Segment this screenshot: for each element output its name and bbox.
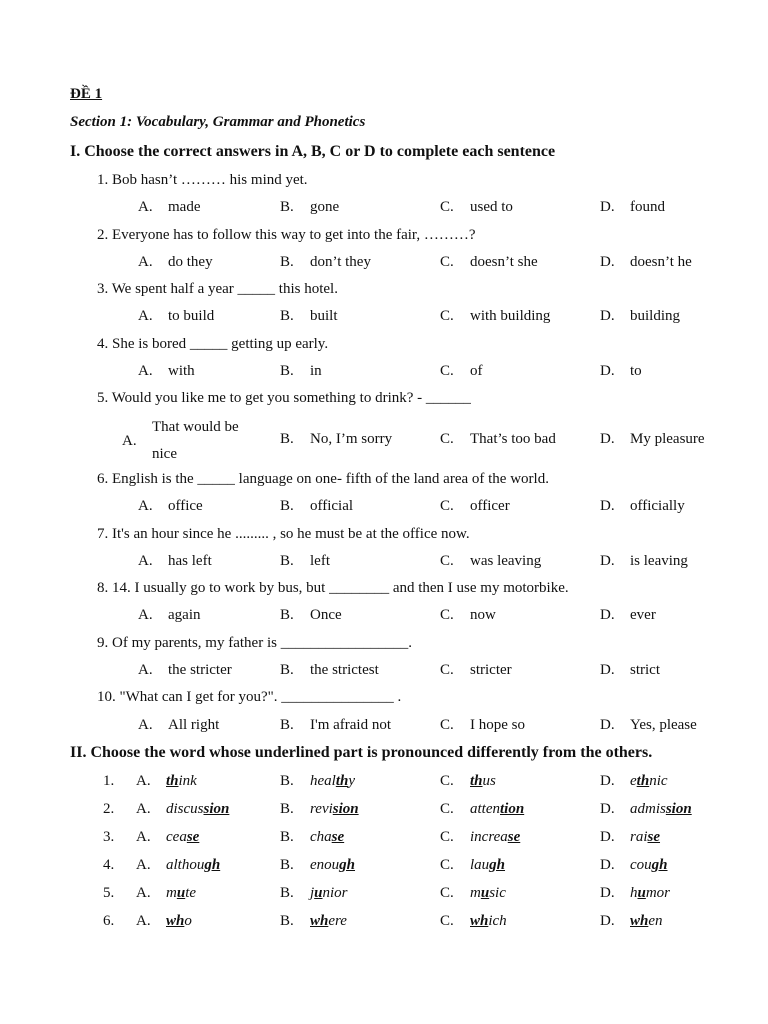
option-text: All right (168, 717, 220, 733)
underlined-part: wh (630, 913, 649, 929)
option-letter[interactable]: B. (280, 773, 294, 789)
underlined-part: se (186, 829, 200, 845)
option-letter: D. (600, 607, 615, 623)
word-part: atten (470, 801, 500, 817)
word-c[interactable] (470, 801, 524, 818)
word-b[interactable] (310, 801, 359, 818)
option-a[interactable] (138, 199, 200, 216)
question-text: 2. Everyone has to follow this way to get into the fair, ………? (97, 227, 476, 243)
question-text: 4. She is bored _____ getting up early. (97, 336, 329, 352)
option-text: Once (310, 607, 342, 623)
question-text: 1. Bob hasn’t ……… his mind yet. (97, 172, 308, 188)
option-letter: D. (600, 363, 615, 379)
option-text: do they (168, 254, 213, 270)
option-letter: C. (440, 199, 454, 215)
option-b[interactable] (280, 363, 322, 380)
underlined-part: se (647, 829, 661, 845)
word-d[interactable] (630, 885, 670, 902)
option-text: found (630, 199, 665, 215)
option-text: strict (630, 662, 660, 678)
word-a[interactable] (166, 913, 192, 930)
option-letter: D. (600, 717, 615, 733)
word-d[interactable] (630, 857, 668, 874)
option-text: is leaving (630, 553, 688, 569)
question-text: 6. English is the _____ language on one- fifth of the land area of the world. (97, 471, 549, 487)
option-text: made (168, 199, 201, 215)
underlined-part: th (335, 773, 349, 789)
underlined-part: gh (651, 857, 668, 873)
option-letter[interactable]: C. (440, 801, 454, 817)
option-letter: B. (280, 254, 294, 270)
word-a[interactable] (166, 829, 199, 846)
word-c[interactable] (470, 885, 506, 902)
word-c[interactable] (470, 913, 507, 930)
option-text: of (470, 363, 483, 379)
option-d[interactable] (600, 662, 660, 679)
option-c[interactable] (440, 199, 513, 216)
word-part: o (184, 913, 192, 929)
word-c[interactable] (470, 857, 505, 874)
underlined-part: u (314, 885, 323, 901)
option-b[interactable] (280, 308, 338, 325)
underlined-part: th (166, 773, 179, 789)
word-part: ink (178, 773, 197, 789)
underlined-part: wh (310, 913, 329, 929)
option-text: in (310, 363, 322, 379)
word-b[interactable] (310, 857, 355, 874)
option-letter: D. (600, 662, 615, 678)
word-part: revi (310, 801, 333, 817)
option-letter: A. (138, 363, 153, 379)
option-text: with building (470, 308, 551, 324)
word-d[interactable] (630, 773, 668, 790)
word-a[interactable] (166, 801, 229, 818)
option-letter: D. (600, 431, 615, 447)
option-text: was leaving (470, 553, 542, 569)
option-b[interactable] (280, 607, 342, 624)
option-d[interactable] (600, 553, 688, 570)
option-letter[interactable]: C. (440, 857, 454, 873)
word-part: mor (645, 885, 671, 901)
option-letter[interactable]: D. (600, 801, 615, 817)
option-letter: A. (138, 662, 153, 678)
option-text: the strictest (310, 662, 379, 678)
option-c[interactable] (440, 431, 556, 448)
word-part: admis (630, 801, 666, 817)
option-letter: C. (440, 717, 454, 733)
part1-heading: I. Choose the correct answers in A, B, C or D to complete each sentence (70, 143, 556, 160)
option-b[interactable] (280, 254, 371, 271)
row-number: 2. (103, 801, 115, 817)
option-letter: B. (280, 498, 294, 514)
option-text: to build (168, 308, 215, 324)
option-text: stricter (470, 662, 512, 678)
question-text: 7. It's an hour since he ......... , so he must be at the office now. (97, 526, 470, 542)
option-letter: D. (600, 199, 615, 215)
question-text: 3. We spent half a year _____ this hotel. (97, 281, 338, 297)
word-part: lau (470, 857, 490, 873)
option-letter[interactable]: A. (136, 913, 151, 929)
option-letter: B. (280, 363, 294, 379)
option-text: I'm afraid not (310, 717, 392, 733)
option-letter: B. (280, 308, 294, 324)
option-a[interactable] (138, 308, 214, 325)
option-d[interactable] (600, 431, 705, 448)
option-text: with (168, 363, 195, 379)
option-letter: A. (138, 498, 153, 514)
option-letter[interactable]: B. (280, 801, 294, 817)
option-text: ever (630, 607, 656, 623)
underlined-part: se (507, 829, 521, 845)
option-text: That would be nice (152, 419, 239, 462)
option-letter: C. (440, 308, 454, 324)
option-b[interactable] (280, 498, 353, 515)
option-letter[interactable]: A. (136, 857, 151, 873)
option-letter[interactable]: D. (600, 773, 615, 789)
option-letter[interactable]: D. (600, 857, 615, 873)
option-c[interactable] (440, 717, 525, 734)
word-part: discus (166, 801, 204, 817)
word-part: y (348, 773, 356, 789)
option-letter[interactable]: D. (600, 829, 615, 845)
option-letter[interactable]: C. (440, 773, 454, 789)
option-letter[interactable]: A. (136, 885, 151, 901)
underlined-part: th (470, 773, 483, 789)
option-d[interactable] (600, 717, 697, 734)
option-letter: B. (280, 607, 294, 623)
option-text: I hope so (470, 717, 525, 733)
option-c[interactable] (440, 498, 510, 515)
option-letter: C. (440, 498, 454, 514)
word-b[interactable] (310, 829, 344, 846)
option-c[interactable] (440, 553, 541, 570)
part2-heading: II. Choose the word whose underlined part is pronounced differently from the others. (70, 744, 653, 761)
option-letter[interactable]: B. (280, 857, 294, 873)
option-b[interactable] (280, 662, 379, 679)
word-part: enou (310, 857, 340, 873)
option-text: Yes, please (630, 717, 697, 733)
option-a[interactable] (138, 553, 212, 570)
option-letter: C. (440, 254, 454, 270)
option-c[interactable] (440, 662, 512, 679)
word-part: m (166, 885, 177, 901)
word-d[interactable] (630, 913, 663, 930)
word-part: sic (489, 885, 506, 901)
word-part: us (482, 773, 496, 789)
option-letter: D. (600, 498, 615, 514)
underlined-part: u (637, 885, 646, 901)
option-a[interactable] (138, 717, 219, 734)
row-number: 3. (103, 829, 115, 845)
word-d[interactable] (630, 829, 660, 846)
option-letter: C. (440, 607, 454, 623)
option-letter: A. (138, 308, 153, 324)
option-d[interactable] (600, 363, 642, 380)
option-b[interactable] (280, 431, 392, 448)
word-part: m (470, 885, 481, 901)
underlined-part: gh (204, 857, 221, 873)
option-text: No, I’m sorry (310, 431, 393, 447)
option-letter: A. (122, 432, 137, 449)
word-d[interactable] (630, 801, 692, 818)
word-part: althou (166, 857, 205, 873)
option-a[interactable] (138, 662, 232, 679)
word-part: rai (630, 829, 648, 845)
underlined-part: wh (470, 913, 489, 929)
option-text: used to (470, 199, 513, 215)
word-c[interactable] (470, 773, 496, 790)
option-letter: C. (440, 363, 454, 379)
word-b[interactable] (310, 913, 347, 930)
word-part: ere (328, 913, 347, 929)
option-text: My pleasure (630, 431, 705, 447)
underlined-part: gh (489, 857, 506, 873)
word-part: ich (488, 913, 507, 929)
underlined-part: se (331, 829, 345, 845)
option-letter: A. (138, 607, 153, 623)
option-text: doesn’t he (630, 254, 692, 270)
word-a[interactable] (166, 773, 197, 790)
word-b[interactable] (310, 885, 348, 902)
word-c[interactable] (470, 829, 520, 846)
word-part: nic (649, 773, 668, 789)
underlined-part: tion (500, 801, 525, 817)
option-letter: A. (138, 199, 153, 215)
question-text: 10. "What can I get for you?". _______________ . (97, 689, 402, 705)
option-b[interactable] (280, 199, 339, 216)
option-letter: B. (280, 662, 294, 678)
section-title: Section 1: Vocabulary, Grammar and Phonetics (70, 114, 366, 130)
option-letter: D. (600, 254, 615, 270)
option-letter[interactable]: C. (440, 829, 454, 845)
option-text: the stricter (168, 662, 232, 678)
option-text: left (310, 553, 330, 569)
option-letter: A. (138, 553, 153, 569)
option-c[interactable] (440, 254, 538, 271)
option-letter: C. (440, 553, 454, 569)
option-a[interactable] (138, 254, 213, 271)
option-letter: A. (138, 717, 153, 733)
word-part: nior (322, 885, 348, 901)
option-text: doesn’t she (470, 254, 538, 270)
option-letter[interactable]: D. (600, 913, 615, 929)
word-part: en (648, 913, 663, 929)
word-part: increa (470, 829, 508, 845)
option-a[interactable] (122, 414, 262, 468)
option-letter: B. (280, 199, 294, 215)
row-number: 4. (103, 857, 115, 873)
option-text: gone (310, 199, 340, 215)
option-letter: A. (138, 254, 153, 270)
option-a[interactable] (138, 363, 195, 380)
question-text: 5. Would you like me to get you something to drink? - ______ (97, 390, 471, 406)
option-letter: D. (600, 308, 615, 324)
option-text: official (310, 498, 354, 514)
underlined-part: u (176, 885, 186, 901)
option-text: building (630, 308, 681, 324)
option-letter[interactable]: B. (280, 829, 294, 845)
option-c[interactable] (440, 363, 483, 380)
option-letter[interactable]: D. (600, 885, 615, 901)
option-letter[interactable]: C. (440, 885, 454, 901)
row-number: 5. (103, 885, 115, 901)
option-letter: B. (280, 553, 294, 569)
option-letter: D. (600, 553, 615, 569)
word-part: cou (630, 857, 652, 873)
option-c[interactable] (440, 607, 496, 624)
option-d[interactable] (600, 607, 656, 624)
option-letter[interactable]: A. (136, 801, 151, 817)
word-part: cea (166, 829, 187, 845)
option-text: has left (168, 553, 212, 569)
option-text: officially (630, 498, 685, 514)
option-letter: C. (440, 431, 454, 447)
option-letter: B. (280, 431, 294, 447)
option-text: to (630, 363, 642, 379)
option-letter[interactable]: B. (280, 913, 294, 929)
question-text: 8. 14. I usually go to work by bus, but ________ and then I use my motorbike. (97, 580, 569, 596)
option-text: built (310, 308, 338, 324)
option-text: now (470, 607, 496, 623)
underlined-part: sion (203, 801, 230, 817)
option-b[interactable] (280, 553, 330, 570)
word-a[interactable] (166, 857, 220, 874)
option-letter: C. (440, 662, 454, 678)
underlined-part: u (480, 885, 490, 901)
word-part: cha (310, 829, 332, 845)
option-d[interactable] (600, 308, 680, 325)
question-text: 9. Of my parents, my father is _________________. (97, 635, 412, 651)
option-a[interactable] (138, 498, 203, 515)
option-text: don’t they (310, 254, 371, 270)
underlined-part: sion (332, 801, 359, 817)
word-part: heal (310, 773, 336, 789)
underlined-part: sion (665, 801, 692, 817)
option-d[interactable] (600, 254, 692, 271)
option-letter[interactable]: A. (136, 829, 151, 845)
word-part: e (630, 773, 637, 789)
option-text: again (168, 607, 201, 623)
option-c[interactable] (440, 308, 550, 325)
option-letter: B. (280, 717, 294, 733)
word-a[interactable] (166, 885, 196, 902)
underlined-part: wh (166, 913, 185, 929)
option-letter[interactable]: B. (280, 885, 294, 901)
word-part: j (310, 885, 315, 901)
row-number: 6. (103, 913, 115, 929)
word-part: te (185, 885, 197, 901)
word-part: h (630, 885, 638, 901)
option-letter[interactable]: C. (440, 913, 454, 929)
option-a[interactable] (138, 607, 200, 624)
option-text: office (168, 498, 203, 514)
doc-title: ĐỀ 1 (70, 86, 103, 102)
option-b[interactable] (280, 717, 391, 734)
option-text: That’s too bad (470, 431, 556, 447)
option-text: officer (470, 498, 510, 514)
word-b[interactable] (310, 773, 355, 790)
option-d[interactable] (600, 498, 685, 515)
underlined-part: th (636, 773, 650, 789)
row-number: 1. (103, 773, 115, 789)
option-letter[interactable]: A. (136, 773, 151, 789)
underlined-part: gh (339, 857, 356, 873)
option-d[interactable] (600, 199, 665, 216)
